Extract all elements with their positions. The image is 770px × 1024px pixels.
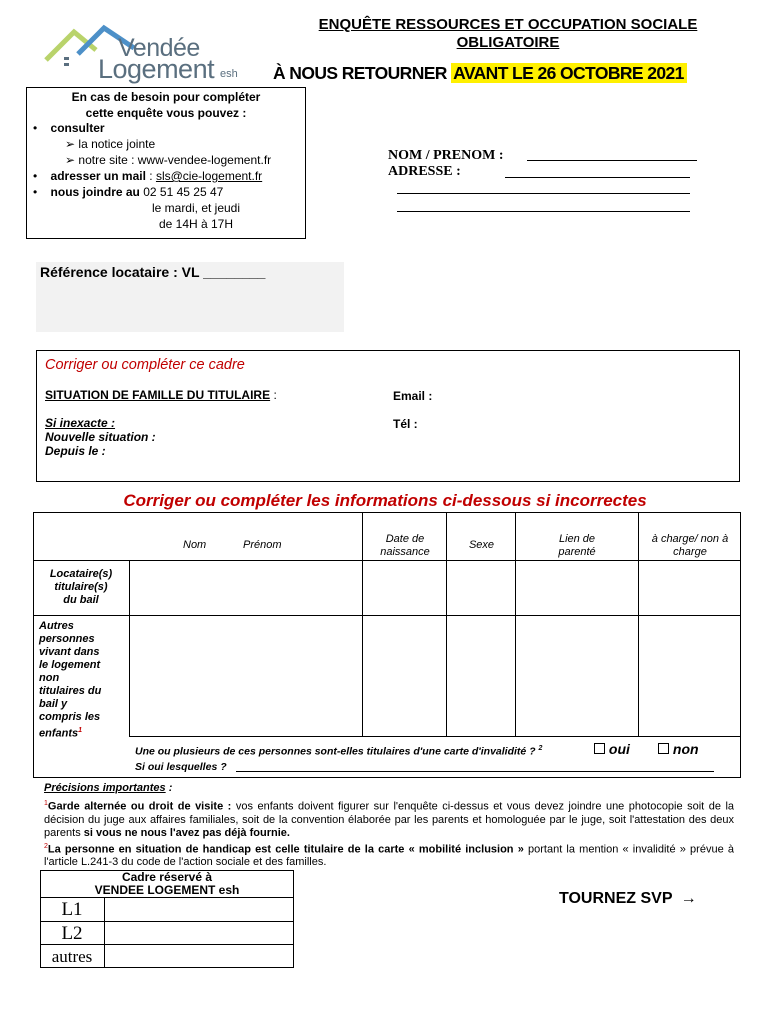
precisions-title-line bbox=[44, 782, 734, 795]
return-deadline-highlight: AVANT LE 26 OCTOBRE 2021 bbox=[451, 63, 687, 83]
col-header-sexe: Sexe bbox=[468, 539, 495, 551]
precisions-title: Précisions importantes bbox=[44, 782, 166, 794]
nouvelle-situation-label[interactable]: Nouvelle situation : bbox=[45, 430, 156, 444]
info-section-title: Corriger ou compléter les informations ci-dessous si incorrectes bbox=[123, 491, 647, 510]
document-title bbox=[258, 16, 758, 52]
reserved-row-autres: autres bbox=[51, 947, 93, 966]
precision-2-number: 2 bbox=[44, 842, 48, 850]
help-bullet-consult bbox=[33, 120, 105, 136]
row1-line: titulaire(s) bbox=[54, 581, 108, 593]
help-bullet-mail bbox=[33, 168, 262, 184]
bullet-icon: • bbox=[33, 121, 38, 135]
depuis-le-label[interactable]: Depuis le : bbox=[45, 444, 106, 458]
reserved-title-2: VENDEE LOGEMENT esh bbox=[94, 883, 240, 897]
non-option[interactable] bbox=[658, 741, 699, 757]
turn-page-note bbox=[559, 890, 697, 908]
non-label: non bbox=[672, 741, 699, 757]
nom-prenom-label: NOM / PRENOM : bbox=[388, 148, 504, 163]
oui-label: oui bbox=[608, 741, 630, 757]
email-label[interactable]: Email : bbox=[393, 389, 433, 403]
col-header-charge-2: charge bbox=[673, 546, 707, 558]
reference-label[interactable]: Référence locataire : VL ________ bbox=[40, 264, 266, 280]
precision-1-bold-end: si vous ne nous l'avez pas déjà fournie. bbox=[83, 826, 290, 839]
col-header-naissance bbox=[363, 533, 447, 559]
right-arrow-icon: → bbox=[680, 890, 697, 907]
help-phone-number: 02 51 45 25 47 bbox=[139, 185, 224, 199]
return-deadline bbox=[273, 63, 687, 84]
identity-block bbox=[388, 148, 503, 180]
adresse-field-2[interactable] bbox=[397, 193, 690, 194]
col-header-lien bbox=[516, 533, 638, 559]
bullet-icon: • bbox=[33, 169, 38, 183]
footnote-2-ref: 2 bbox=[538, 745, 543, 752]
precisions-section bbox=[44, 782, 734, 869]
col-header-charge bbox=[639, 533, 741, 559]
precision-1-number: 1 bbox=[44, 800, 48, 807]
arrow-bullet-icon: ➢ bbox=[65, 137, 76, 151]
reserved-row-l1: L1 bbox=[61, 899, 83, 920]
precision-1 bbox=[44, 797, 734, 840]
row-label-titulaires bbox=[33, 568, 129, 607]
situation-box bbox=[36, 350, 740, 482]
help-notice-text: la notice jointe bbox=[78, 137, 156, 151]
col-header-lien-1: Lien de bbox=[558, 533, 596, 545]
footnote-1-ref: 1 bbox=[78, 727, 83, 734]
arrow-bullet-icon: ➢ bbox=[65, 153, 76, 167]
help-consult-label: consulter bbox=[50, 121, 105, 135]
reserved-title-1: Cadre réservé à bbox=[121, 870, 213, 884]
precision-2-bold: La personne en situation de handicap est celle titulaire de la carte « mobilité inclusion » bbox=[47, 843, 524, 856]
situation-family-label: SITUATION DE FAMILLE DU TITULAIRE bbox=[45, 388, 271, 402]
precision-2 bbox=[44, 840, 734, 870]
col-header-naissance-1: Date de bbox=[385, 533, 425, 545]
precision-1-bold: Garde alternée ou droit de visite : bbox=[47, 800, 232, 813]
company-logo bbox=[38, 20, 268, 82]
reserved-title bbox=[40, 871, 294, 897]
invalidity-question bbox=[135, 745, 542, 758]
precision-2-text: portant la mention « invalidité » prévue à l'article L.241-3 du code de l'action sociale et des familles. bbox=[44, 843, 734, 869]
row2-last-word: enfants bbox=[39, 727, 79, 740]
title-line-2: OBLIGATOIRE bbox=[456, 34, 560, 51]
oui-option[interactable] bbox=[594, 741, 630, 757]
help-days: le mardi, et jeudi bbox=[151, 201, 241, 215]
logo-word-logement: Logement bbox=[98, 54, 215, 84]
title-line-1: ENQUÊTE RESSOURCES ET OCCUPATION SOCIALE bbox=[318, 16, 698, 33]
help-hours: de 14H à 17H bbox=[158, 217, 234, 231]
household-table bbox=[33, 512, 741, 778]
lesquelles-field[interactable] bbox=[236, 771, 714, 772]
row2-line: vivant dans bbox=[39, 646, 100, 658]
col-header-nom: Nom bbox=[183, 539, 207, 551]
adresse-field-3[interactable] bbox=[397, 211, 690, 212]
situation-family bbox=[45, 388, 277, 402]
si-inexacte-label: Si inexacte : bbox=[45, 416, 116, 430]
row-label-autres-personnes bbox=[39, 620, 129, 741]
adresse-field-1[interactable] bbox=[505, 177, 690, 178]
precision-1-text: vos enfants doivent figurer sur l'enquête ci-dessus et vous devez joindre une photocopie soit de la décision du juge aux affaires familiales, soit de la convention élaborée par les parents et homologuée par le juge, soit l'attestation des deux parents bbox=[44, 800, 735, 839]
help-box bbox=[26, 87, 306, 239]
help-site bbox=[65, 152, 271, 168]
logo-word-vendee: Vendée bbox=[118, 34, 200, 62]
col-header-lien-2: parenté bbox=[558, 546, 596, 558]
row2-line: Autres bbox=[39, 620, 74, 632]
return-prefix: À NOUS RETOURNER bbox=[273, 63, 447, 83]
precisions-title-colon: : bbox=[165, 782, 173, 794]
help-mail-link[interactable]: sls@cie-logement.fr bbox=[155, 169, 263, 183]
row2-line: bail y bbox=[39, 698, 68, 710]
row2-line: compris les bbox=[39, 711, 101, 723]
row1-line: Locataire(s) bbox=[49, 568, 113, 580]
lesquelles-label: Si oui lesquelles ? bbox=[135, 761, 227, 773]
nom-prenom-field[interactable] bbox=[527, 160, 697, 161]
help-intro-2: cette enquête vous pouvez : bbox=[85, 106, 247, 120]
row2-line: le logement bbox=[39, 659, 101, 671]
col-header-prenom: Prénom bbox=[243, 539, 282, 551]
help-phone-label: nous joindre au bbox=[50, 185, 140, 199]
situation-box-heading: Corriger ou compléter ce cadre bbox=[45, 357, 245, 373]
situation-family-colon: : bbox=[270, 388, 277, 402]
row1-line: du bail bbox=[63, 594, 99, 606]
bullet-icon: • bbox=[33, 185, 38, 199]
oui-checkbox-icon[interactable] bbox=[594, 743, 605, 754]
help-intro-1: En cas de besoin pour compléter bbox=[71, 90, 261, 104]
help-mail-sep: : bbox=[145, 169, 156, 183]
turn-page-text: TOURNEZ SVP bbox=[559, 890, 673, 907]
reserved-row-l2: L2 bbox=[61, 923, 83, 944]
help-bullet-phone bbox=[33, 184, 223, 200]
row2-line: non bbox=[39, 672, 60, 684]
logo-suffix: esh bbox=[220, 68, 238, 80]
situation-correction bbox=[45, 416, 156, 458]
reserved-box bbox=[40, 870, 294, 968]
row2-line bbox=[39, 724, 129, 741]
non-checkbox-icon[interactable] bbox=[658, 743, 669, 754]
invalidity-question-text: Une ou plusieurs de ces personnes sont-elles titulaires d'une carte d'invalidité ? bbox=[135, 745, 539, 758]
help-site-text[interactable]: notre site : www-vendee-logement.fr bbox=[78, 153, 272, 167]
row2-line: personnes bbox=[39, 633, 95, 645]
col-header-charge-1: à charge/ non à bbox=[651, 533, 729, 545]
help-notice bbox=[65, 136, 155, 152]
adresse-label: ADRESSE : bbox=[388, 164, 461, 179]
tel-label[interactable]: Tél : bbox=[393, 417, 418, 431]
row2-line: titulaires du bbox=[39, 685, 102, 697]
col-header-naissance-2: naissance bbox=[380, 546, 430, 558]
help-mail-label: adresser un mail bbox=[50, 169, 146, 183]
